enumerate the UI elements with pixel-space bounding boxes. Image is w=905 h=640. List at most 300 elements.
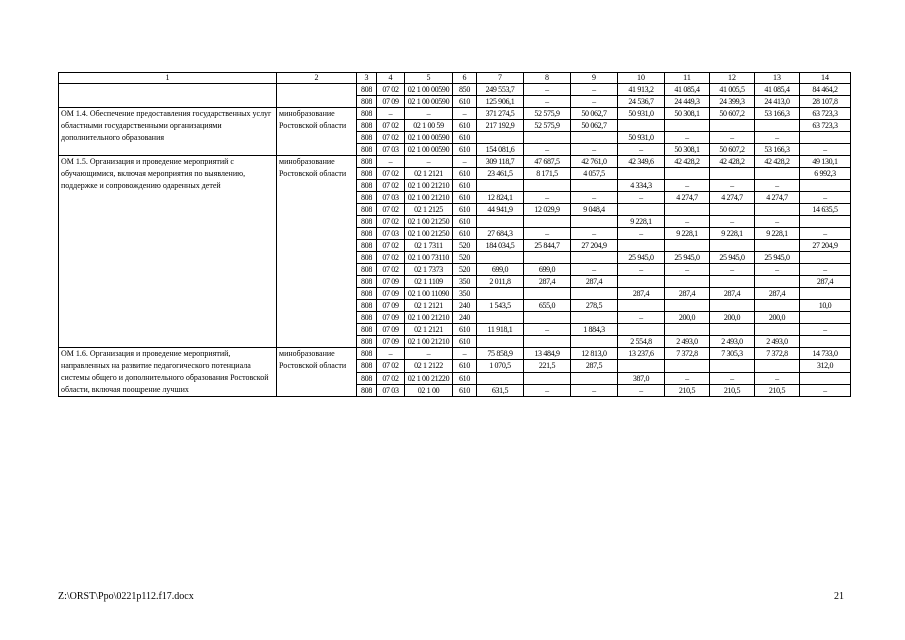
executor-name: минобразование Ростовской области [277, 156, 357, 348]
table-cell: 42 761,0 [571, 156, 618, 168]
table-cell: 350 [453, 276, 477, 288]
table-cell: 63 723,3 [800, 120, 851, 132]
table-cell: – [800, 324, 851, 336]
table-cell: – [405, 108, 453, 120]
table-cell: 47 687,5 [524, 156, 571, 168]
table-cell: 808 [357, 336, 377, 348]
table-cell: – [524, 228, 571, 240]
table-cell: 07 02 [377, 120, 405, 132]
table-cell: 07 09 [377, 324, 405, 336]
table-cell [524, 312, 571, 324]
table-cell [710, 240, 755, 252]
table-cell [710, 204, 755, 216]
table-cell: 699,0 [477, 264, 524, 276]
table-cell: 07 09 [377, 276, 405, 288]
table-cell: 02 1 00 21250 [405, 228, 453, 240]
table-cell: 249 553,7 [477, 84, 524, 96]
table-cell: – [377, 108, 405, 120]
table-cell: 11 918,1 [477, 324, 524, 336]
table-cell: 808 [357, 312, 377, 324]
table-cell: – [710, 180, 755, 192]
table-cell: – [618, 144, 665, 156]
table-cell: – [405, 348, 453, 360]
table-cell [571, 288, 618, 300]
table-cell: 2 493,0 [710, 336, 755, 348]
table-cell: 9 228,1 [665, 228, 710, 240]
table-cell: 4 274,7 [755, 192, 800, 204]
column-header: 12 [710, 73, 755, 84]
table-cell: 50 931,0 [618, 108, 665, 120]
table-cell: 07 03 [377, 144, 405, 156]
table-cell: 610 [453, 120, 477, 132]
table-cell: 217 192,9 [477, 120, 524, 132]
table-cell: 808 [357, 144, 377, 156]
table-cell: – [800, 384, 851, 396]
column-header: 4 [377, 73, 405, 84]
table-cell: 610 [453, 132, 477, 144]
table-cell: 154 081,6 [477, 144, 524, 156]
table-cell: 808 [357, 168, 377, 180]
table-cell: – [571, 192, 618, 204]
table-cell: 02 1 00 00590 [405, 84, 453, 96]
table-cell: 287,4 [524, 276, 571, 288]
table-cell: 808 [357, 384, 377, 396]
table-cell: 221,5 [524, 360, 571, 372]
table-cell: – [710, 264, 755, 276]
table-cell [477, 312, 524, 324]
table-cell [571, 252, 618, 264]
table-cell: 610 [453, 96, 477, 108]
table-cell [665, 240, 710, 252]
table-cell: – [710, 372, 755, 384]
table-cell [800, 336, 851, 348]
table-row [59, 156, 851, 168]
table-cell [665, 324, 710, 336]
table-cell [524, 372, 571, 384]
measure-name: ОМ 1.5. Организация и проведение мероприятий с обучающимися, включая мероприятия по выявлению, поддержке и сопровождению одаренных детей [59, 156, 277, 348]
table-cell: 02 1 2121 [405, 324, 453, 336]
measure-name: ОМ 1.6. Организация и проведение мероприятий, направленных на развитие педагогического потенциала системы общего и дополнительного образования Ростовской области, включая поощрение лучших [59, 348, 277, 397]
table-cell: – [453, 348, 477, 360]
table-cell: 02 1 7311 [405, 240, 453, 252]
table-cell: 808 [357, 108, 377, 120]
table-cell: 41 005,5 [710, 84, 755, 96]
table-cell: 02 1 00 21220 [405, 372, 453, 384]
table-cell: 41 913,2 [618, 84, 665, 96]
table-cell: – [453, 108, 477, 120]
table-cell: – [800, 192, 851, 204]
table-cell: 02 1 7373 [405, 264, 453, 276]
table-cell: 287,4 [710, 288, 755, 300]
table-cell: – [710, 132, 755, 144]
table-cell: 27 204,9 [800, 240, 851, 252]
table-cell: 02 1 00 21210 [405, 336, 453, 348]
table-cell: 41 085,4 [755, 84, 800, 96]
table-cell: 02 1 2121 [405, 300, 453, 312]
table-cell: – [377, 156, 405, 168]
table-cell [477, 372, 524, 384]
measure-name: ОМ 1.4. Обеспечение предоставления государственных услуг областными государственными организациями дополнительного образования [59, 108, 277, 156]
table-cell: 610 [453, 144, 477, 156]
table-cell: 287,4 [618, 288, 665, 300]
table-cell: 24 449,3 [665, 96, 710, 108]
table-cell [524, 252, 571, 264]
table-cell: 53 166,3 [755, 108, 800, 120]
table-cell: 200,0 [710, 312, 755, 324]
table-cell [755, 276, 800, 288]
table-cell: – [665, 216, 710, 228]
table-cell: 02 1 00 59 [405, 120, 453, 132]
table-cell [755, 120, 800, 132]
table-cell: 52 575,9 [524, 120, 571, 132]
table-cell: 25 945,0 [710, 252, 755, 264]
table-cell: 07 02 [377, 264, 405, 276]
table-cell [710, 276, 755, 288]
table-cell: 610 [453, 204, 477, 216]
table-cell: 13 484,9 [524, 348, 571, 360]
table-cell: 610 [453, 180, 477, 192]
executor-name: минобразование Ростовской области [277, 348, 357, 397]
table-cell: 387,0 [618, 372, 665, 384]
table-cell: 25 945,0 [618, 252, 665, 264]
table-cell [524, 132, 571, 144]
table-cell: 200,0 [665, 312, 710, 324]
table-cell [571, 216, 618, 228]
table-cell: 25 945,0 [755, 252, 800, 264]
table-cell: 02 1 00 21210 [405, 192, 453, 204]
table-cell: 07 09 [377, 312, 405, 324]
table-cell: 07 02 [377, 180, 405, 192]
table-row [59, 348, 851, 360]
table-cell [755, 324, 800, 336]
table-cell: 6 992,3 [800, 168, 851, 180]
table-cell: 610 [453, 324, 477, 336]
table-cell: 610 [453, 360, 477, 372]
column-header: 14 [800, 73, 851, 84]
table-cell: 610 [453, 228, 477, 240]
table-cell: 184 034,5 [477, 240, 524, 252]
table-cell: 23 461,5 [477, 168, 524, 180]
table-cell: 07 03 [377, 192, 405, 204]
table-cell: 50 062,7 [571, 120, 618, 132]
header-row [59, 73, 851, 84]
table-cell: – [524, 192, 571, 204]
table-cell: 7 305,3 [710, 348, 755, 360]
table-cell: 808 [357, 84, 377, 96]
table-cell [477, 336, 524, 348]
table-cell: 9 228,1 [755, 228, 800, 240]
table-cell: 44 941,9 [477, 204, 524, 216]
table-cell [618, 240, 665, 252]
table-cell: 2 493,0 [665, 336, 710, 348]
table-cell: 25 945,0 [665, 252, 710, 264]
table-cell: 12 824,1 [477, 192, 524, 204]
table-cell: 50 931,0 [618, 132, 665, 144]
table-cell: 12 029,9 [524, 204, 571, 216]
table-cell: – [618, 228, 665, 240]
executor-name [277, 84, 357, 108]
table-cell: 41 085,4 [665, 84, 710, 96]
table-cell [800, 372, 851, 384]
table-cell: – [524, 84, 571, 96]
table-cell: 9 048,4 [571, 204, 618, 216]
table-cell [618, 120, 665, 132]
table-cell: 42 349,6 [618, 156, 665, 168]
table-cell: – [800, 144, 851, 156]
table-cell [755, 240, 800, 252]
table-cell [477, 252, 524, 264]
table-cell [755, 360, 800, 372]
column-header: 1 [59, 73, 277, 84]
table-cell: 02 1 00 73110 [405, 252, 453, 264]
table-cell: – [571, 84, 618, 96]
table-cell: 808 [357, 204, 377, 216]
table-cell: – [377, 348, 405, 360]
table-cell [755, 204, 800, 216]
table-cell: 02 1 00 00590 [405, 132, 453, 144]
footer-file-path: Z:\ORST\Ppo\0221p112.f17.docx [58, 591, 194, 602]
table-cell: 2 493,0 [755, 336, 800, 348]
table-cell: 610 [453, 336, 477, 348]
table-cell: 7 372,8 [665, 348, 710, 360]
executor-name: минобразование Ростовской области [277, 108, 357, 156]
table-cell [571, 372, 618, 384]
table-cell [571, 132, 618, 144]
table-cell: – [800, 228, 851, 240]
table-cell: – [665, 372, 710, 384]
table-cell [477, 216, 524, 228]
table-cell: 02 1 00 [405, 384, 453, 396]
table-cell [524, 288, 571, 300]
table-cell [800, 216, 851, 228]
table-cell: 278,5 [571, 300, 618, 312]
table-cell: 02 1 00 21250 [405, 216, 453, 228]
table-cell [477, 132, 524, 144]
table-cell: 808 [357, 300, 377, 312]
table-cell [710, 360, 755, 372]
table-cell: 808 [357, 180, 377, 192]
table-cell: 312,0 [800, 360, 851, 372]
table-cell: 02 1 00 11090 [405, 288, 453, 300]
table-cell: – [571, 384, 618, 396]
table-cell: – [524, 96, 571, 108]
table-cell: 02 1 00 21210 [405, 180, 453, 192]
table-cell: 53 166,3 [755, 144, 800, 156]
table-cell: 02 1 2125 [405, 204, 453, 216]
table-cell [665, 204, 710, 216]
table-cell: – [665, 264, 710, 276]
table-cell: 808 [357, 192, 377, 204]
table-cell: 210,5 [665, 384, 710, 396]
table-cell: – [665, 180, 710, 192]
column-header: 8 [524, 73, 571, 84]
table-cell: 808 [357, 348, 377, 360]
table-cell: 50 607,2 [710, 144, 755, 156]
table-cell: – [755, 372, 800, 384]
table-cell: – [618, 384, 665, 396]
table-cell: 2 011,8 [477, 276, 524, 288]
table-cell: 808 [357, 324, 377, 336]
table-cell: 4 334,3 [618, 180, 665, 192]
table-cell [571, 312, 618, 324]
table-cell [800, 252, 851, 264]
table-cell: 287,4 [755, 288, 800, 300]
table-cell: – [405, 156, 453, 168]
table-cell: 07 02 [377, 132, 405, 144]
table-cell: 350 [453, 288, 477, 300]
table-row [59, 84, 851, 96]
table-cell: 27 204,9 [571, 240, 618, 252]
table-cell: 02 1 00 21210 [405, 312, 453, 324]
table-cell: 02 1 2121 [405, 168, 453, 180]
table-cell: 808 [357, 252, 377, 264]
column-header: 6 [453, 73, 477, 84]
table-cell [710, 324, 755, 336]
table-cell [800, 288, 851, 300]
table-cell: 4 274,7 [665, 192, 710, 204]
table-cell: 42 428,2 [710, 156, 755, 168]
table-cell [665, 168, 710, 180]
column-header: 9 [571, 73, 618, 84]
table-cell: – [755, 132, 800, 144]
table-cell: 210,5 [755, 384, 800, 396]
column-header: 7 [477, 73, 524, 84]
table-cell: 240 [453, 312, 477, 324]
table-cell: 14 733,0 [800, 348, 851, 360]
table-cell: 07 02 [377, 372, 405, 384]
table-cell [618, 324, 665, 336]
table-cell: 631,5 [477, 384, 524, 396]
table-cell [800, 180, 851, 192]
table-cell: 655,0 [524, 300, 571, 312]
table-cell: 10,0 [800, 300, 851, 312]
table-cell: 520 [453, 252, 477, 264]
table-cell: 210,5 [710, 384, 755, 396]
table-cell: – [571, 228, 618, 240]
table-cell: 699,0 [524, 264, 571, 276]
table-cell: 520 [453, 240, 477, 252]
table-cell: 808 [357, 96, 377, 108]
table-cell: 02 1 00 00590 [405, 96, 453, 108]
table-cell [665, 360, 710, 372]
table-cell: 07 02 [377, 240, 405, 252]
table-cell: 1 884,3 [571, 324, 618, 336]
table-cell: 287,4 [571, 276, 618, 288]
table-cell: 200,0 [755, 312, 800, 324]
table-cell: 125 906,1 [477, 96, 524, 108]
table-cell: 309 118,7 [477, 156, 524, 168]
column-header: 5 [405, 73, 453, 84]
table-cell: 808 [357, 216, 377, 228]
table-cell: 52 575,9 [524, 108, 571, 120]
table-cell: – [524, 144, 571, 156]
table-cell: – [710, 216, 755, 228]
table-cell: 240 [453, 300, 477, 312]
table-cell: – [665, 132, 710, 144]
column-header: 13 [755, 73, 800, 84]
column-header: 2 [277, 73, 357, 84]
table-cell: 07 09 [377, 300, 405, 312]
table-cell: – [755, 264, 800, 276]
table-cell: 24 536,7 [618, 96, 665, 108]
table-row [59, 108, 851, 120]
table-cell: 1 070,5 [477, 360, 524, 372]
table-cell [571, 180, 618, 192]
table-cell: – [800, 264, 851, 276]
table-cell: 808 [357, 132, 377, 144]
table-cell: 42 428,2 [755, 156, 800, 168]
table-cell [800, 312, 851, 324]
table-cell: 84 464,2 [800, 84, 851, 96]
table-cell [800, 132, 851, 144]
table-cell: – [618, 264, 665, 276]
table-cell: 07 09 [377, 96, 405, 108]
table-cell: 07 02 [377, 360, 405, 372]
table-cell [665, 300, 710, 312]
table-cell: 02 1 2122 [405, 360, 453, 372]
table-cell: 14 635,5 [800, 204, 851, 216]
table-cell: 07 02 [377, 168, 405, 180]
table-cell: 07 03 [377, 228, 405, 240]
table-cell: 07 09 [377, 336, 405, 348]
table-cell: 9 228,1 [710, 228, 755, 240]
table-cell: 07 02 [377, 252, 405, 264]
table-cell: 50 308,1 [665, 108, 710, 120]
table-cell: 371 274,5 [477, 108, 524, 120]
table-cell: 75 858,9 [477, 348, 524, 360]
table-cell: 28 107,8 [800, 96, 851, 108]
table-cell [524, 180, 571, 192]
table-cell: 287,4 [800, 276, 851, 288]
table-cell: 610 [453, 168, 477, 180]
table-cell: 07 02 [377, 84, 405, 96]
table-cell: 808 [357, 264, 377, 276]
table-cell: 07 02 [377, 216, 405, 228]
table-cell: 610 [453, 192, 477, 204]
page-number: 21 [834, 591, 844, 602]
table-cell: 42 428,2 [665, 156, 710, 168]
table-cell: 02 1 1109 [405, 276, 453, 288]
table-cell: 808 [357, 288, 377, 300]
table-cell [477, 288, 524, 300]
table-cell: 850 [453, 84, 477, 96]
table-cell: 287,5 [571, 360, 618, 372]
table-cell: 808 [357, 156, 377, 168]
table-cell: 287,4 [665, 288, 710, 300]
table-cell: 2 554,8 [618, 336, 665, 348]
table-cell: 808 [357, 228, 377, 240]
table-cell [710, 300, 755, 312]
table-cell: 49 130,1 [800, 156, 851, 168]
table-cell [710, 120, 755, 132]
table-cell: 07 09 [377, 288, 405, 300]
table-cell [618, 276, 665, 288]
table-cell: – [755, 180, 800, 192]
table-cell: 7 372,8 [755, 348, 800, 360]
table-cell [618, 300, 665, 312]
table-cell: 808 [357, 240, 377, 252]
table-cell: 8 171,5 [524, 168, 571, 180]
table-cell: 24 399,3 [710, 96, 755, 108]
table-cell [618, 204, 665, 216]
table-cell [477, 180, 524, 192]
table-cell: 808 [357, 276, 377, 288]
table-cell [571, 336, 618, 348]
table-cell: 27 684,3 [477, 228, 524, 240]
budget-table [58, 72, 851, 397]
table-cell: 07 03 [377, 384, 405, 396]
column-header: 10 [618, 73, 665, 84]
